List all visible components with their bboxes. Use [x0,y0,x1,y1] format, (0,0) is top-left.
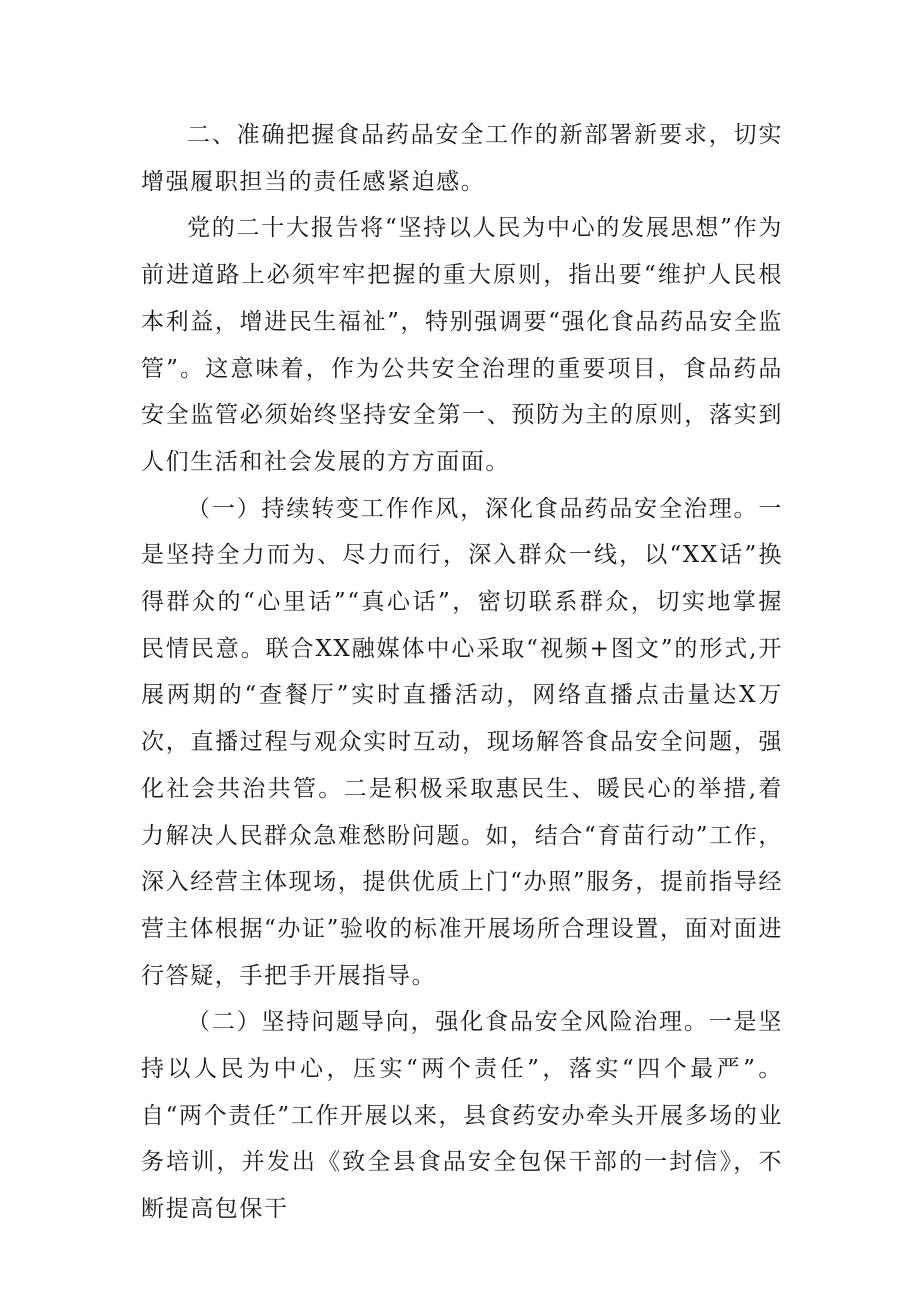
subsection-paragraph-1: （一）持续转变工作作风，深化食品药品安全治理。一是坚持全力而为、尽力而行，深入群众一线，以“XX话”换得群众的“心里话”“真心话”，密切联系群众，切实地掌握民情民意。联合XX融媒体中心采取“视频+图文”的形式,开展两期的“查餐厅”实时直播活动，网络直播点击量达X万次，直播过程与观众实时互动，现场解答食品安全问题，强化社会共治共管。二是积极采取惠民生、暖民心的举措,着力解决人民群众急难愁盼问题。如，结合“育苗行动”工作，深入经营主体现场，提供优质上门“办照”服务，提前指导经营主体根据“办证”验收的标准开展场所合理设置，面对面进行答疑，手把手开展指导。 [141,495,783,989]
section-heading-paragraph: 二、准确把握食品药品安全工作的新部署新要求，切实增强履职担当的责任感紧迫感。 [141,122,783,195]
subsection-paragraph-2: （二）坚持问题导向，强化食品安全风险治理。一是坚持以人民为中心，压实“两个责任”，落实“四个最严”。自“两个责任”工作开展以来，县食药安办牵头开展多场的业务培训，并发出《致全县食品安全包保干部的一封信》，不断提高包保干 [141,1009,783,1223]
body-paragraph: 党的二十大报告将“坚持以人民为中心的发展思想”作为前进道路上必须牢牢把握的重大原则，指出要“维护人民根本利益，增进民生福祉”，特别强调要“强化食品药品安全监管”。这意味着，作为公共安全治理的重要项目，食品药品安全监管必须始终坚持安全第一、预防为主的原则，落实到人们生活和社会发展的方方面面。 [141,215,783,475]
document-body [141,112,783,1233]
